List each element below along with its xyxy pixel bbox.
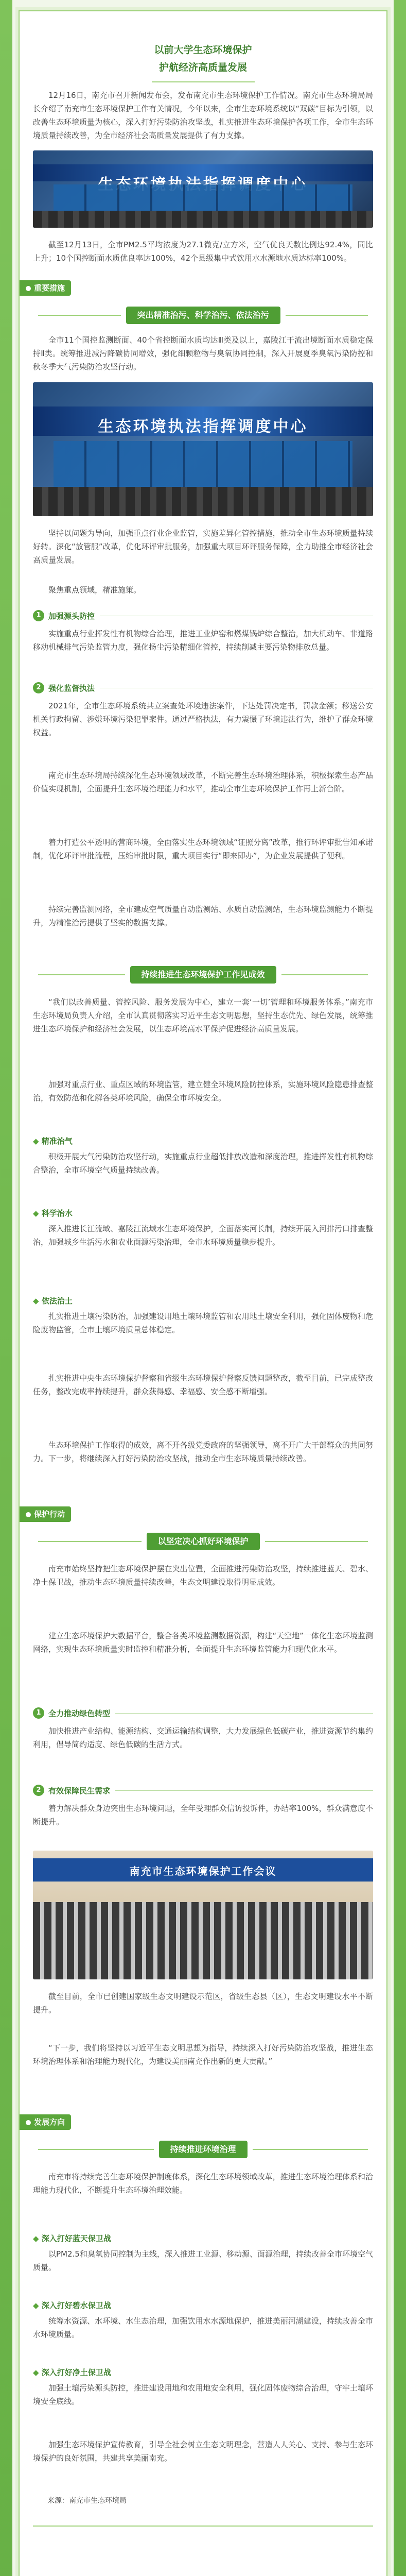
section-1-head [20,279,71,297]
section-2-banner [33,964,373,985]
meeting-photo [33,1851,373,1979]
section-1-paragraph-4: 南充市生态环境局持续深化生态环境领域改革，不断完善生态环境治理体系，积极探索生态产品价值实现机制，全面提升生态环境治理能力和水平，推动全市生态环境保护工作再上新台阶。 [33,771,373,793]
meeting-photo-banner: 南充市生态环境保护工作会议 [33,1858,373,1882]
section-2-heading-1: ◆ 精准治气 [33,1134,373,1148]
command-center-photo [33,382,373,516]
section-2-heading-2: ◆ 科学治水 [33,1207,373,1220]
number-badge: 2 [33,682,44,693]
section-4-head [20,2113,71,2131]
section-1-tag: 重要措施 [34,283,65,293]
intro-photo-crowd [33,211,373,228]
title-ornament [152,81,255,82]
command-center-crowd [33,487,373,516]
section-1-subhead-2: 2 强化监督执法 [33,681,373,694]
section-3-paragraph-2: 建立生态环境保护大数据平台，整合各类环境监测数据资源，构建“天空地”一体化生态环境监测网络，实现生态环境质量实时监控和精准分析，全面提升生态环境监管能力和现代化水平。 [33,1631,373,1654]
section-3-paragraph-4: “下一步，我们将坚持以习近平生态文明思想为指导，持续深入打好污染防治攻坚战，推进生态环境治理体系和治理能力现代化，为建设美丽南充作出新的更大贡献。” [33,2043,373,2066]
intro-paragraph-2: 截至12月13日，全市PM2.5平均浓度为27.1微克/立方米，空气优良天数比例达92.4%，同比上升；10个国控断面水质优良率达100%，42个县级集中式饮用水水源地水质达标率100%。 [33,240,373,263]
number-badge: 1 [33,1707,44,1719]
section-1-paragraph-2: 坚持以问题为导向，加强重点行业企业监管，实施差异化管控措施，推动全市生态环境质量持续好转。深化“放管服”改革，优化环评审批服务，加强重大项目环评服务保障，全力助推全市经济社会高质量发展。 [33,529,373,565]
intro-photo-banner [33,164,373,181]
section-4-heading-3-text: 加强土壤污染源头防控，推进建设用地和农用地安全利用，强化固体废物综合治理，守牢土壤环境安全底线。 [33,2383,373,2406]
section-3-tag: 保护行动 [34,1510,65,1519]
section-1-banner-text: 突出精准治污、科学治污、依法治污 [126,307,280,324]
title-line-2: 护航经济高质量发展 [158,62,247,73]
section-2-paragraph-4: 生态环境保护工作取得的成效，离不开各级党委政府的坚强领导，离不开广大干部群众的共同努力。下一步，将继续深入打好污染防治攻坚战，推动全市生态环境质量持续改善。 [33,1440,373,1463]
leaf-icon [26,286,31,291]
section-4-heading-2-text: 统筹水资源、水环境、水生态治理，加强饮用水水源地保护，推进美丽河湖建设，持续改善全市水环境质量。 [33,2316,373,2339]
intro-photo-screens [54,184,353,211]
section-3-subhead-1: 1 全力推动绿色转型 [33,1706,373,1720]
section-2-heading-3: ◆ 依法治土 [33,1294,373,1308]
source-line: 来源：南充市生态环境局 [47,2497,127,2505]
section-4-banner [33,2139,373,2160]
command-center-screens [54,441,353,486]
section-1-banner [33,305,373,326]
section-2-paragraph-1: “我们以改善质量、管控风险、服务发展为中心，建立一套‘一切’管理和环境服务体系。”南充市生态环境局负责人介绍，全市认真贯彻落实习近平生态文明思想，坚持生态优先、绿色发展，统筹推进生态环境保护和经济社会发展，以生态环境高水平保护促进经济高质量发展。 [33,997,373,1033]
section-2-paragraph-3: 扎实推进中央生态环境保护督察和省级生态环境保护督察反馈问题整改，截至目前，已完成整改任务，整改完成率持续提升，群众获得感、幸福感、安全感不断增强。 [33,1374,373,1396]
right-green-border [394,0,406,2576]
section-1-subhead-2-text: 2021年，全市生态环境系统共立案查处环境违法案件，下达处罚决定书，罚款金额；移送公安机关行政拘留、涉嫌环境污染犯罪案件。通过严格执法，有力震慑了环境违法行为，维护了群众环境权益。 [33,701,373,737]
section-2-heading-1-text: 积极开展大气污染防治攻坚行动，实施重点行业超低排放改造和深度治理，推进挥发性有机物综合整治，全市环境空气质量持续改善。 [33,1152,373,1175]
section-2-paragraph-2: 加强对重点行业、重点区域的环境监管，建立健全环境风险防控体系，实施环境风险隐患排查整治，有效防范和化解各类环境风险，确保全市环境安全。 [33,1080,373,1103]
footer-divider [33,2526,373,2527]
section-1-paragraph-1: 全市11个国控监测断面、40个省控断面水质均达Ⅲ类及以上，嘉陵江干流出境断面水质稳定保持Ⅱ类。统筹推进减污降碳协同增效，强化细颗粒物与臭氧协同控制，深入开展夏季臭氧污染防控和秋冬季大气污染防治攻坚行动。 [33,335,373,371]
section-2-heading-3-text: 扎实推进土壤污染防治，加强建设用地土壤环境监管和农用地土壤安全利用，强化固体废物和危险废物监管，全市土壤环境质量总体稳定。 [33,1312,373,1334]
section-1-paragraph-3: 聚焦重点领域，精准施策。 [48,585,142,595]
section-2-heading-2-text: 深入推进长江流域、嘉陵江流域水生态环境保护，全面落实河长制，持续开展入河排污口排查整治，加强城乡生活污水和农业面源污染治理，全市水环境质量稳步提升。 [33,1224,373,1247]
section-2-banner-text: 持续推进生态环境保护工作见成效 [130,966,276,984]
meeting-photo-crowd [33,1902,373,1979]
article-title [33,41,373,88]
section-4-heading-3: ◆ 深入打好净土保卫战 [33,2366,373,2379]
section-4-banner-text: 持续推进环境治理 [159,2141,248,2158]
section-3-subhead-2-text: 着力解决群众身边突出生态环境问题，全年受理群众信访投诉件，办结率100%，群众满意度不断提升。 [33,1804,373,1826]
section-3-head [20,1505,71,1523]
article-content [33,11,373,2576]
section-3-paragraph-3: 截至目前，全市已创建国家级生态文明建设示范区，省级生态县（区），生态文明建设水平不断提升。 [33,1992,373,2014]
section-3-paragraph-1: 南充市始终坚持把生态环境保护摆在突出位置，全面推进污染防治攻坚，持续推进蓝天、碧水、净土保卫战，推动生态环境质量持续改善，生态文明建设取得明显成效。 [33,1564,373,1587]
section-1-subhead-1-text: 实施重点行业挥发性有机物综合治理，推进工业炉窑和燃煤锅炉综合整治，加大机动车、非道路移动机械排气污染监管力度，强化扬尘污染精细化管控，持续削减主要污染物排放总量。 [33,629,373,652]
number-badge: 1 [33,610,44,621]
section-1-subhead-1: 1 加强源头防控 [33,609,373,622]
intro-paragraph-1: 12月16日，南充市召开新闻发布会，发布南充市生态环境保护工作情况。南充市生态环境局局长介绍了南充市生态环境保护工作有关情况，今年以来，全市生态环境系统以“双碳”目标为引领，以改善生态环境质量为核心，深入打好污染防治攻坚战，扎实推进生态环境保护各项工作，全市生态环境质量持续改善，为全市经济社会高质量发展提供了有力支撑。 [33,91,373,140]
section-3-subhead-1-text: 加快推进产业结构、能源结构、交通运输结构调整，大力发展绿色低碳产业，推进资源节约集约利用，倡导简约适度、绿色低碳的生活方式。 [33,1726,373,1749]
section-1-paragraph-5: 着力打造公平透明的营商环境，全面落实生态环境领域“证照分离”改革，推行环评审批告知承诺制，优化环评审批流程，压缩审批时限，重大项目实行“即来即办”，为企业发展提供了便利。 [33,838,373,860]
article-frame [19,10,387,2576]
section-4-paragraph-1: 南充市将持续完善生态环境保护制度体系，深化生态环境领域改革，推进生态环境治理体系和治理能力现代化，不断提升生态环境治理效能。 [33,2172,373,2195]
intro-photo [33,150,373,228]
number-badge: 2 [33,1785,44,1796]
leaf-icon [26,2120,31,2125]
title-line-1: 以前大学生态环境保护 [154,44,252,56]
section-4-heading-2: ◆ 深入打好碧水保卫战 [33,2299,373,2312]
section-3-banner-text: 以坚定决心抓好环境保护 [147,1533,260,1550]
section-4-heading-1-text: 以PM2.5和臭氧协同控制为主线，深入推进工业源、移动源、面源治理，持续改善全市环境空气质量。 [33,2249,373,2272]
left-green-border [0,0,12,2576]
section-4-heading-1: ◆ 深入打好蓝天保卫战 [33,2232,373,2245]
leaf-icon [26,1512,31,1517]
section-3-subhead-2: 2 有效保障民生需求 [33,1784,373,1797]
section-1-paragraph-6: 持续完善监测网络，全市建成空气质量自动监测站、水质自动监测站，生态环境监测能力不断提升，为精准治污提供了坚实的数据支撑。 [33,905,373,927]
command-center-banner: 生态环境执法指挥调度中心 [33,406,373,436]
section-4-tag: 发展方向 [34,2117,65,2127]
section-3-banner [33,1531,373,1552]
section-4-paragraph-2: 加强生态环境保护宣传教育，引导全社会树立生态文明理念，营造人人关心、支持、参与生态环境保护的良好氛围，共建共享美丽南充。 [33,2440,373,2463]
